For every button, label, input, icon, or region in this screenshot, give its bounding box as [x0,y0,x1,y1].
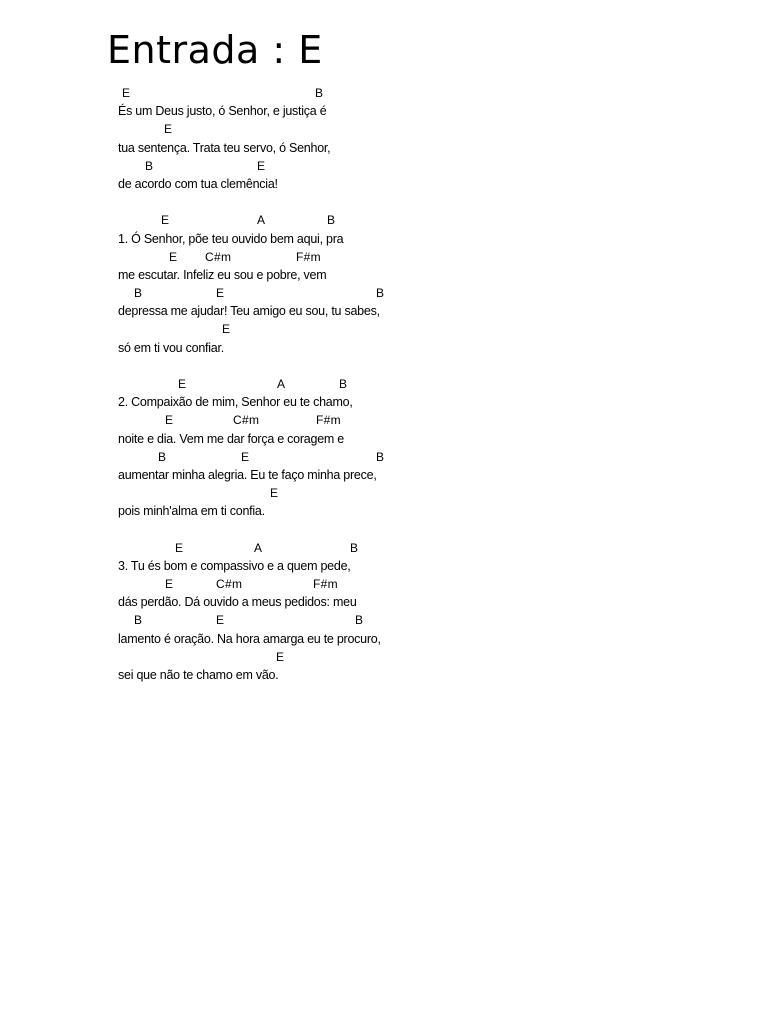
stanza-gap [118,193,738,211]
chord-line [118,375,738,393]
chord-line [118,320,738,338]
chord-line [118,448,738,466]
lyric-text: És um Deus justo, ó Senhor, e justiça é [118,104,327,119]
chord: B [145,158,154,173]
lyric-text: de acordo com tua clemência! [118,176,278,191]
chord: E [165,413,174,428]
chord: B [327,213,336,228]
lyric-text: aumentar minha alegria. Eu te faço minha prece, [118,467,377,482]
lyric-text: sei que não te chamo em vão. [118,668,279,682]
chord: B [350,540,359,555]
chord: B [134,286,143,301]
lyric-line [118,139,738,157]
chord: B [376,286,385,301]
chord: E [270,486,279,501]
chord: B [134,613,143,628]
chord-line [118,211,738,229]
chord: F#m [316,413,341,428]
chord: E [164,122,173,137]
chord: E [178,377,187,391]
lyric-text: pois minh'alma em ti confia. [118,504,265,519]
chord-line [118,648,738,666]
chord: F#m [313,577,338,592]
lyric-line [118,302,738,320]
chord: E [175,540,184,555]
chord: E [222,322,231,337]
chord: E [165,577,174,592]
lyric-line [118,557,738,575]
chord-line [118,484,738,502]
chord-line [118,539,738,557]
chord: B [158,449,167,464]
lyric-text: 2. Compaixão de mim, Senhor eu te chamo, [118,395,353,410]
lyric-line [118,175,738,193]
chord-line [118,284,738,302]
lyric-line [118,102,738,120]
lyric-text: 3. Tu és bom e compassivo e a quem pede, [118,558,351,573]
stanza-gap [118,357,738,375]
lyric-text: tua sentença. Trata teu servo, ó Senhor, [118,140,331,155]
lyric-line [118,593,738,611]
lyric-line [118,502,738,520]
chord: A [257,213,266,228]
chord-line [118,575,738,593]
chord: B [315,86,324,100]
lyric-text: lamento é oração. Na hora amarga eu te procuro, [118,631,381,646]
lyric-text: só em ti vou confiar. [118,340,224,355]
chord: E [241,449,250,464]
chord: C#m [233,413,260,428]
page-title: Entrada : E [107,28,323,72]
chord-sheet [118,84,738,684]
lyric-line [118,466,738,484]
lyric-text: depressa me ajudar! Teu amigo eu sou, tu sabes, [118,304,380,319]
chord: E [169,249,178,264]
chord-line [118,248,738,266]
lyric-text: dás perdão. Dá ouvido a meus pedidos: meu [118,595,357,610]
chord: C#m [216,577,243,592]
lyric-line [118,393,738,411]
chord: C#m [205,249,232,264]
chord: B [355,613,364,628]
lyric-line [118,430,738,448]
chord: A [277,377,286,391]
chord: E [257,158,266,173]
chord: E [276,649,285,664]
chord: B [339,377,348,391]
chord-line [118,120,738,138]
lyric-text: me escutar. Infeliz eu sou e pobre, vem [118,267,327,282]
chord-line [118,157,738,175]
lyric-line [118,230,738,248]
chord-line [118,411,738,429]
chord: E [161,213,170,228]
lyric-line [118,630,738,648]
chord-line [118,611,738,629]
chord: F#m [296,249,321,264]
lyric-line [118,666,738,684]
chord: E [216,286,225,301]
chord-line [118,84,738,102]
lyric-text: 1. Ó Senhor, põe teu ouvido bem aqui, pra [118,231,344,246]
lyric-line [118,339,738,357]
chord: A [254,540,263,555]
lyric-line [118,266,738,284]
stanza-gap [118,521,738,539]
chord: B [376,449,385,464]
lyric-text: noite e dia. Vem me dar força e coragem e [118,431,344,446]
chord: E [122,86,131,100]
chord: E [216,613,225,628]
